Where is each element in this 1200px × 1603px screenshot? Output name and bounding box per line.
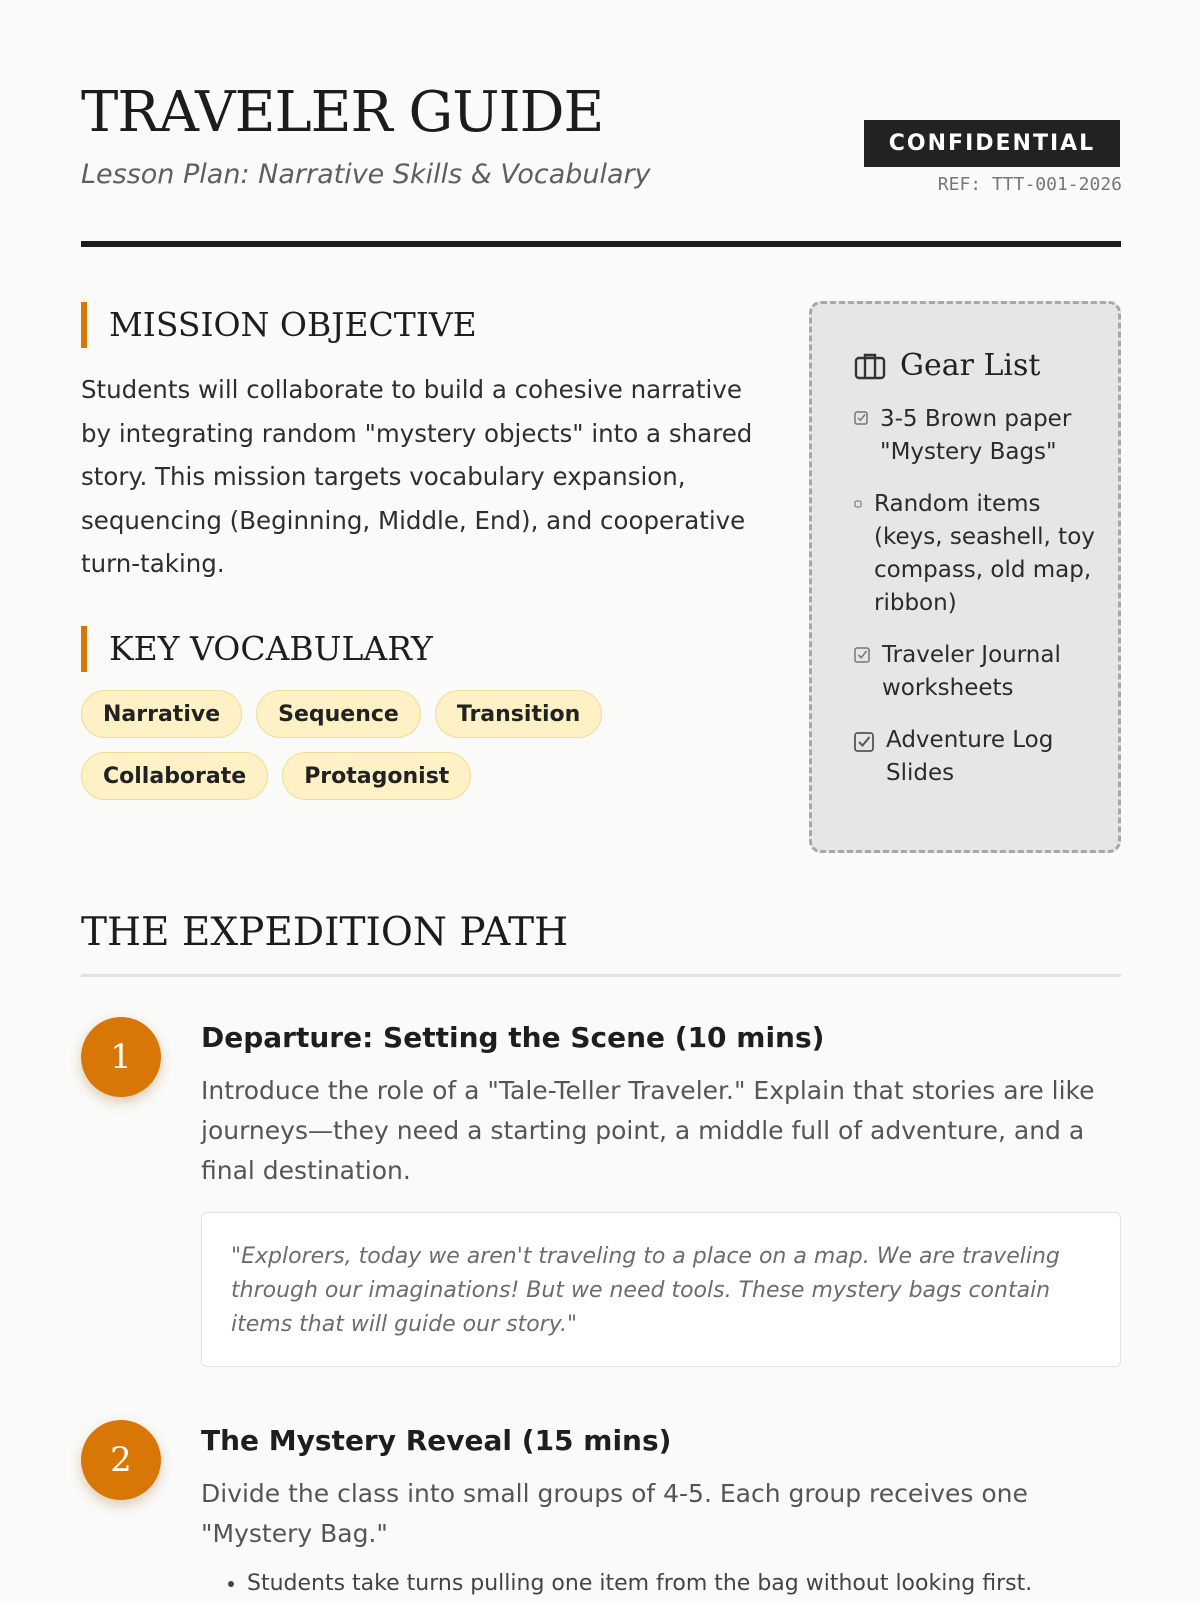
- step-bullet-list: [201, 1565, 1167, 1603]
- vocabulary-heading: KEY VOCABULARY: [81, 626, 433, 672]
- gear-list-header: [854, 348, 1098, 383]
- vocab-term: Narrative: [81, 690, 242, 738]
- expedition-path-heading: THE EXPEDITION PATH: [81, 910, 569, 955]
- checkbox-icon: [854, 500, 862, 508]
- gear-item: [854, 488, 1098, 620]
- vocabulary-list: [81, 690, 781, 800]
- reference-code: REF: TTT-001-2026: [937, 174, 1122, 195]
- checkbox-icon: [854, 411, 868, 425]
- page-title: TRAVELER GUIDE: [81, 80, 604, 145]
- confidential-badge: CONFIDENTIAL: [864, 120, 1120, 167]
- briefcase-icon: [854, 352, 886, 380]
- checkbox-icon: [854, 647, 870, 663]
- quote-text: "Explorers, today we aren't traveling to a place on a map. We are traveling through our imaginations! But we need tools. These mystery bags contain items that will guide our story.": [231, 1244, 1060, 1337]
- gear-list-title: Gear List: [900, 348, 1041, 383]
- step-title: Departure: Setting the Scene (10 mins): [201, 1021, 825, 1054]
- gear-item-text: 3-5 Brown paper "Mystery Bags": [880, 406, 1072, 465]
- gear-item-text: Adventure Log Slides: [886, 727, 1054, 786]
- step-description: Introduce the role of a "Tale-Teller Traveler." Explain that stories are like journeys—they need a starting point, a middle full of adventure, and a final destination.: [201, 1076, 1095, 1185]
- step-description: Divide the class into small groups of 4-5. Each group receives one "Mystery Bag.": [201, 1479, 1028, 1548]
- vocab-term: Protagonist: [282, 752, 471, 800]
- path-divider: [81, 974, 1121, 977]
- gear-item: [854, 724, 1098, 790]
- mission-heading: MISSION OBJECTIVE: [81, 302, 477, 348]
- mission-text: Students will collaborate to build a cohesive narrative by integrating random "mystery objects" into a shared story. This mission targets vocabulary expansion, sequencing (Beginning, Middle, End), and cooperative turn-taking.: [81, 375, 753, 578]
- step-title: The Mystery Reveal (15 mins): [201, 1424, 672, 1457]
- gear-item: [854, 639, 1098, 705]
- vocab-term: Sequence: [256, 690, 421, 738]
- step-bullet: • Students take turns pulling one item from the bag without looking first.: [247, 1565, 1167, 1603]
- gear-item-text: Random items (keys, seashell, toy compass, old map, ribbon): [874, 491, 1095, 616]
- vocab-term: Collaborate: [81, 752, 268, 800]
- vocab-term: Transition: [435, 690, 602, 738]
- step-number-badge: 2: [81, 1420, 161, 1500]
- gear-item-text: Traveler Journal worksheets: [882, 642, 1061, 701]
- gear-item: [854, 403, 1098, 469]
- step-number-badge: 1: [81, 1017, 161, 1097]
- checkbox-icon: [854, 732, 874, 752]
- gear-list-panel: [809, 301, 1121, 853]
- header-divider: [81, 241, 1121, 247]
- page-subtitle: Lesson Plan: Narrative Skills & Vocabulary: [81, 159, 651, 190]
- teacher-script-quote: [201, 1212, 1121, 1367]
